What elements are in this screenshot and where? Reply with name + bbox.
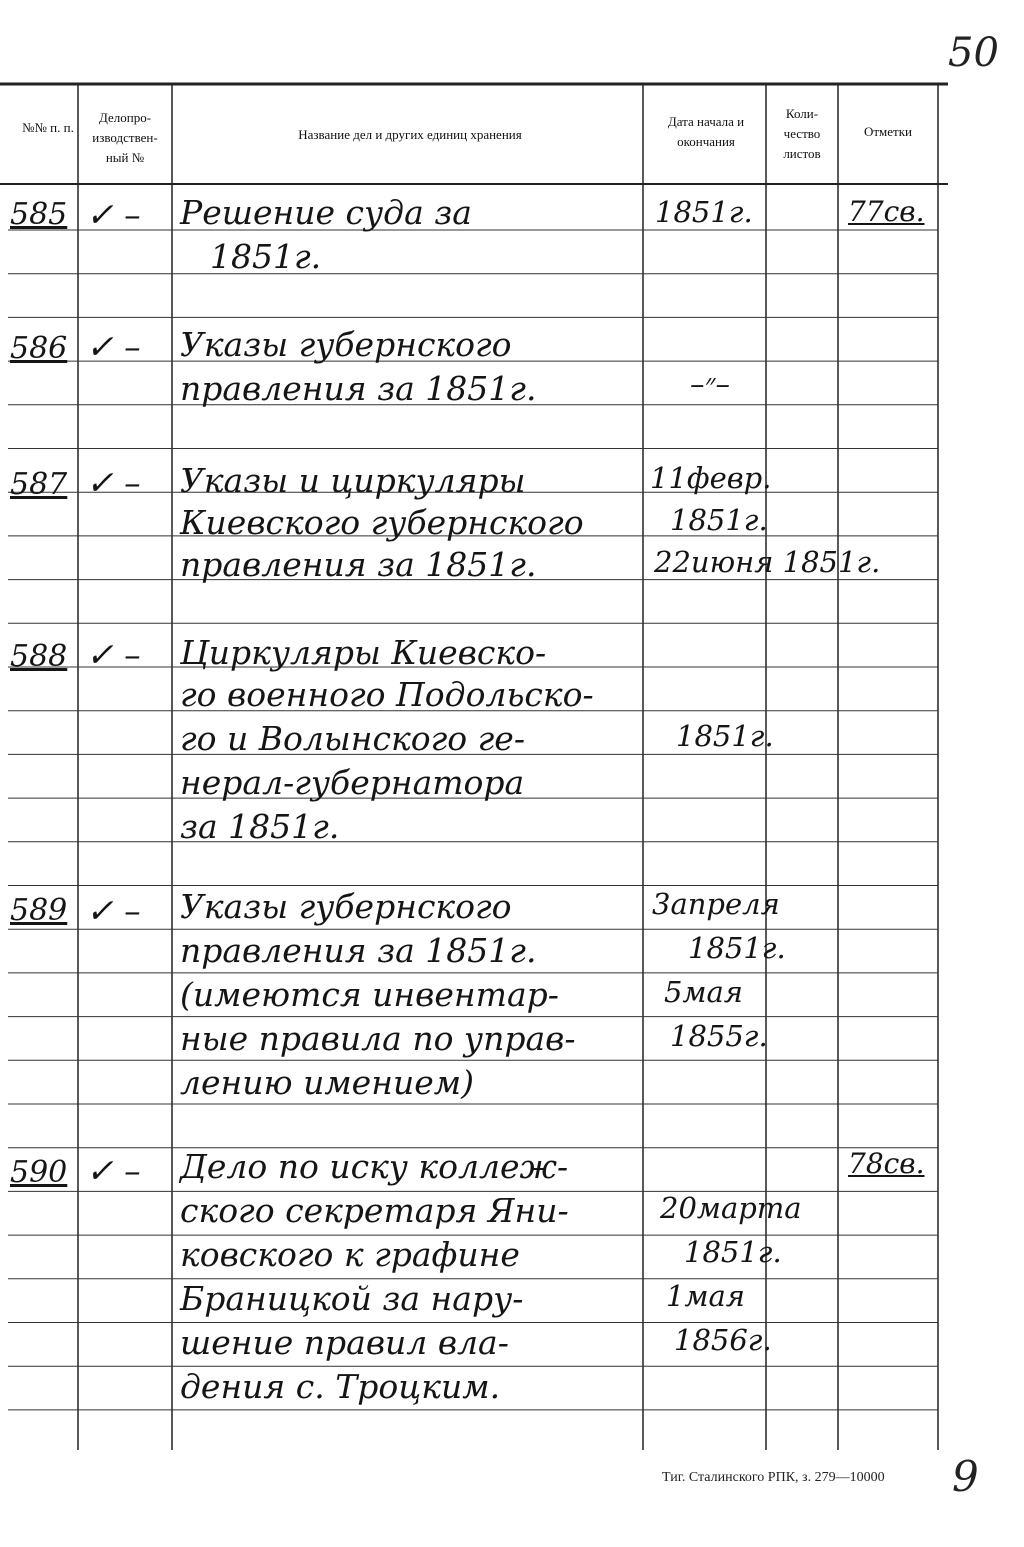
entry-title-line: Указы и циркуляры [180, 461, 526, 500]
entry-date: 1мая [666, 1279, 745, 1313]
entry-date: 1851г. [688, 931, 786, 965]
entry-date: 1851г. [684, 1235, 782, 1269]
entry-title-line: го и Волынского ге- [180, 719, 525, 758]
entry-number: 588 [10, 639, 68, 674]
entry-date: 20марта [660, 1191, 802, 1225]
entry-title-line: Указы губернского [180, 325, 512, 364]
header-name: Название дел и других единиц хранения [298, 127, 522, 142]
header-count: Коли- чество листов [783, 106, 821, 161]
entry-title-line: ковского к графине [180, 1235, 520, 1274]
entry-date: 1855г. [670, 1019, 768, 1053]
entry-title-line: (имеются инвентар- [180, 975, 559, 1014]
entry-number: 589 [10, 893, 68, 928]
entry-delo-mark: ✓ – [86, 635, 141, 674]
entry-title-line: правления за 1851г. [180, 545, 537, 584]
header-marks: Отметки [863, 124, 913, 139]
page-number: 50 [948, 30, 999, 76]
entry-title-line: Браницкой за нару- [180, 1279, 524, 1318]
entry-date: 1851г. [676, 719, 774, 753]
entry-delo-mark: ✓ – [86, 891, 141, 930]
entry-title-line: Дело по иску коллеж- [180, 1147, 569, 1186]
entry-title-line: дения с. Троцким. [180, 1367, 501, 1406]
header-num: №№ п. п. [22, 120, 74, 135]
footer-print-info: Тиг. Сталинского РПК, з. 279—10000 [662, 1470, 885, 1485]
entry-delo-mark: ✓ – [86, 195, 141, 234]
entry-date: 1851г. [670, 503, 768, 537]
entry-number: 590 [10, 1155, 68, 1190]
entry-date: 1856г. [674, 1323, 772, 1357]
entry-number: 585 [10, 197, 68, 232]
entry-date: 22июня 1851г. [654, 545, 881, 579]
entry-title-line: нерал-губернатора [180, 763, 525, 802]
entry-date: 5мая [664, 975, 743, 1009]
entry-title-line: Циркуляры Киевско- [180, 633, 547, 672]
entry-title-line: го военного Подольско- [180, 675, 594, 714]
entry-title-line: Киевского губернского [180, 503, 584, 542]
entry-note: 78св. [848, 1147, 925, 1180]
entry-title-line: правления за 1851г. [180, 369, 537, 408]
entry-date: 11февр. [650, 461, 772, 495]
entry-title-line: ского секретаря Яни- [180, 1191, 569, 1230]
entry-title-line: шение правил вла- [180, 1323, 509, 1362]
entry-delo-mark: ✓ – [86, 463, 141, 502]
header-date: Дата начала и окончания [667, 114, 745, 149]
entry-delo-mark: ✓ – [86, 327, 141, 366]
entry-title-line: ные правила по управ- [180, 1019, 576, 1058]
entry-note: 77св. [848, 195, 925, 228]
entry-title-line: за 1851г. [180, 807, 340, 846]
entry-title-line: 1851г. [210, 237, 322, 276]
entry-title-line: Решение суда за [180, 193, 472, 232]
footer-mark: 9 [952, 1452, 979, 1501]
entry-title-line: лению имением) [180, 1063, 474, 1102]
entry-date: 3апреля [652, 887, 780, 921]
entry-number: 586 [10, 331, 68, 366]
entry-date: –״– [690, 367, 731, 401]
entry-date: 1851г. [655, 195, 753, 229]
entry-title-line: Указы губернского [180, 887, 512, 926]
header-delo: Делопро- изводствен- ный № [92, 110, 158, 165]
entry-title-line: правления за 1851г. [180, 931, 537, 970]
entry-delo-mark: ✓ – [86, 1151, 141, 1190]
entry-number: 587 [10, 467, 68, 502]
